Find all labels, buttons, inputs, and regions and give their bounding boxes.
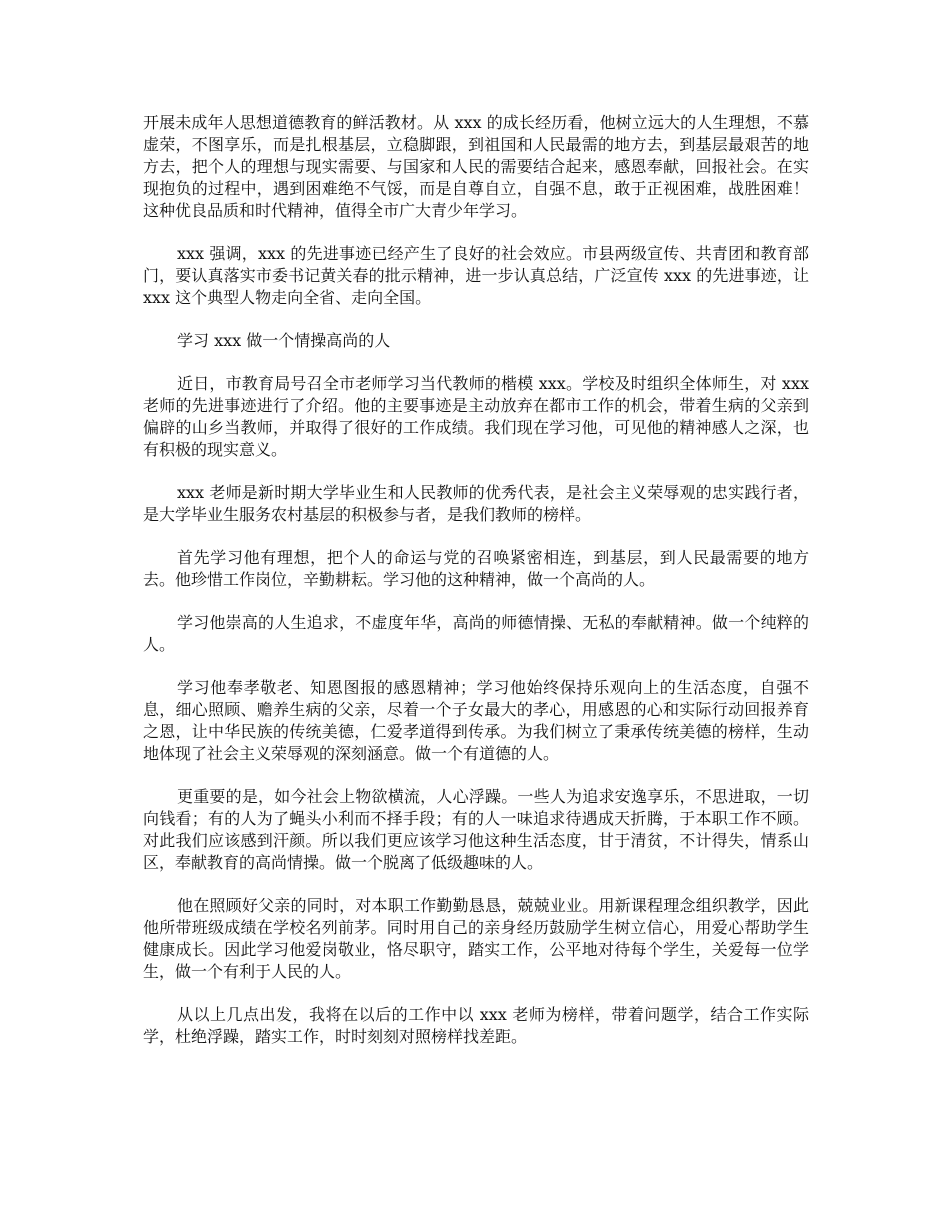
paragraph-recent: 近日，市教育局号召全市老师学习当代教师的楷模 xxx。学校及时组织全体师生，对 xxx 老师的先进事迹进行了介绍。他的主要事迹是主动放弃在都市工作的机会，带着生病的父亲到偏辟的山乡当教师，并取得了很好的工作成绩。我们现在学习他，可见他的精神感人之深，也有积极的现实意义。: [143, 374, 809, 459]
paragraph-conclusion: 从以上几点出发，我将在以后的工作中以 xxx 老师为榜样，带着问题学，结合工作实际学，杜绝浮躁，踏实工作，时时刻刻对照榜样找差距。: [143, 1005, 809, 1046]
paragraph-dedication: 他在照顾好父亲的同时，对本职工作勤勤恳恳，兢兢业业。用新课程理念组织教学，因此他所带班级成绩在学校名列前茅。同时用自己的亲身经历鼓励学生树立信心，用爱心帮助学生健康成长。因此学习他爱岗敬业，恪尽职守，踏实工作，公平地对待每个学生，关爱每一位学生，做一个有利于人民的人。: [143, 896, 809, 981]
document-page: [143, 112, 809, 1069]
paragraph-pursuit: 学习他崇高的人生追求，不虚度年华，高尚的师德情操、无私的奉献精神。做一个纯粹的人。: [143, 613, 809, 654]
paragraph-filial-piety: 学习他奉孝敬老、知恩图报的感恩精神；学习他始终保持乐观向上的生活态度，自强不息，细心照顾、赡养生病的父亲，尽着一个子女最大的孝心，用感恩的心和实际行动回报养育之恩，让中华民族的传统美德，仁爱孝道得到传承。为我们树立了秉承传统美德的榜样，生动地体现了社会主义荣辱观的深刻涵意。做一个有道德的人。: [143, 678, 809, 763]
paragraph-ideals: 首先学习他有理想，把个人的命运与党的召唤紧密相连，到基层，到人民最需要的地方去。他珍惜工作岗位，辛勤耕耘。学习他的这种精神，做一个高尚的人。: [143, 548, 809, 589]
paragraph-importance: 更重要的是，如今社会上物欲横流，人心浮躁。一些人为追求安逸享乐，不思进取，一切向钱看；有的人为了蝇头小利而不择手段；有的人一味追求待遇成天折腾，于本职工作不顾。对此我们应该感到汗颜。所以我们更应该学习他这种生活态度，甘于清贫，不计得失，情系山区，奉献教育的高尚情操。做一个脱离了低级趣味的人。: [143, 787, 809, 872]
section-heading: 学习 xxx 做一个情操高尚的人: [177, 331, 391, 350]
paragraph-representative: xxx 老师是新时期大学毕业生和人民教师的优秀代表，是社会主义荣辱观的忠实践行者，是大学毕业生服务农村基层的积极参与者，是我们教师的榜样。: [143, 483, 809, 524]
paragraph-intro: 开展未成年人思想道德教育的鲜活教材。从 xxx 的成长经历看，他树立远大的人生理想，不慕虚荣，不图享乐，而是扎根基层，立稳脚跟，到祖国和人民最需的地方去，到基层最艰苦的地方去，把个人的理想与现实需要、与国家和人民的需要结合起来，感恩奉献，回报社会。在实现抱负的过程中，遇到困难绝不气馁，而是自尊自立，自强不息，敢于正视困难，战胜困难！这种优良品质和时代精神，值得全市广大青少年学习。: [143, 113, 809, 220]
paragraph-emphasis: xxx 强调，xxx 的先进事迹已经产生了良好的社会效应。市县两级宣传、共青团和教育部门，要认真落实市委书记黄关春的批示精神，进一步认真总结，广泛宣传 xxx 的先进事迹，让 xxx 这个典型人物走向全省、走向全国。: [143, 244, 809, 307]
